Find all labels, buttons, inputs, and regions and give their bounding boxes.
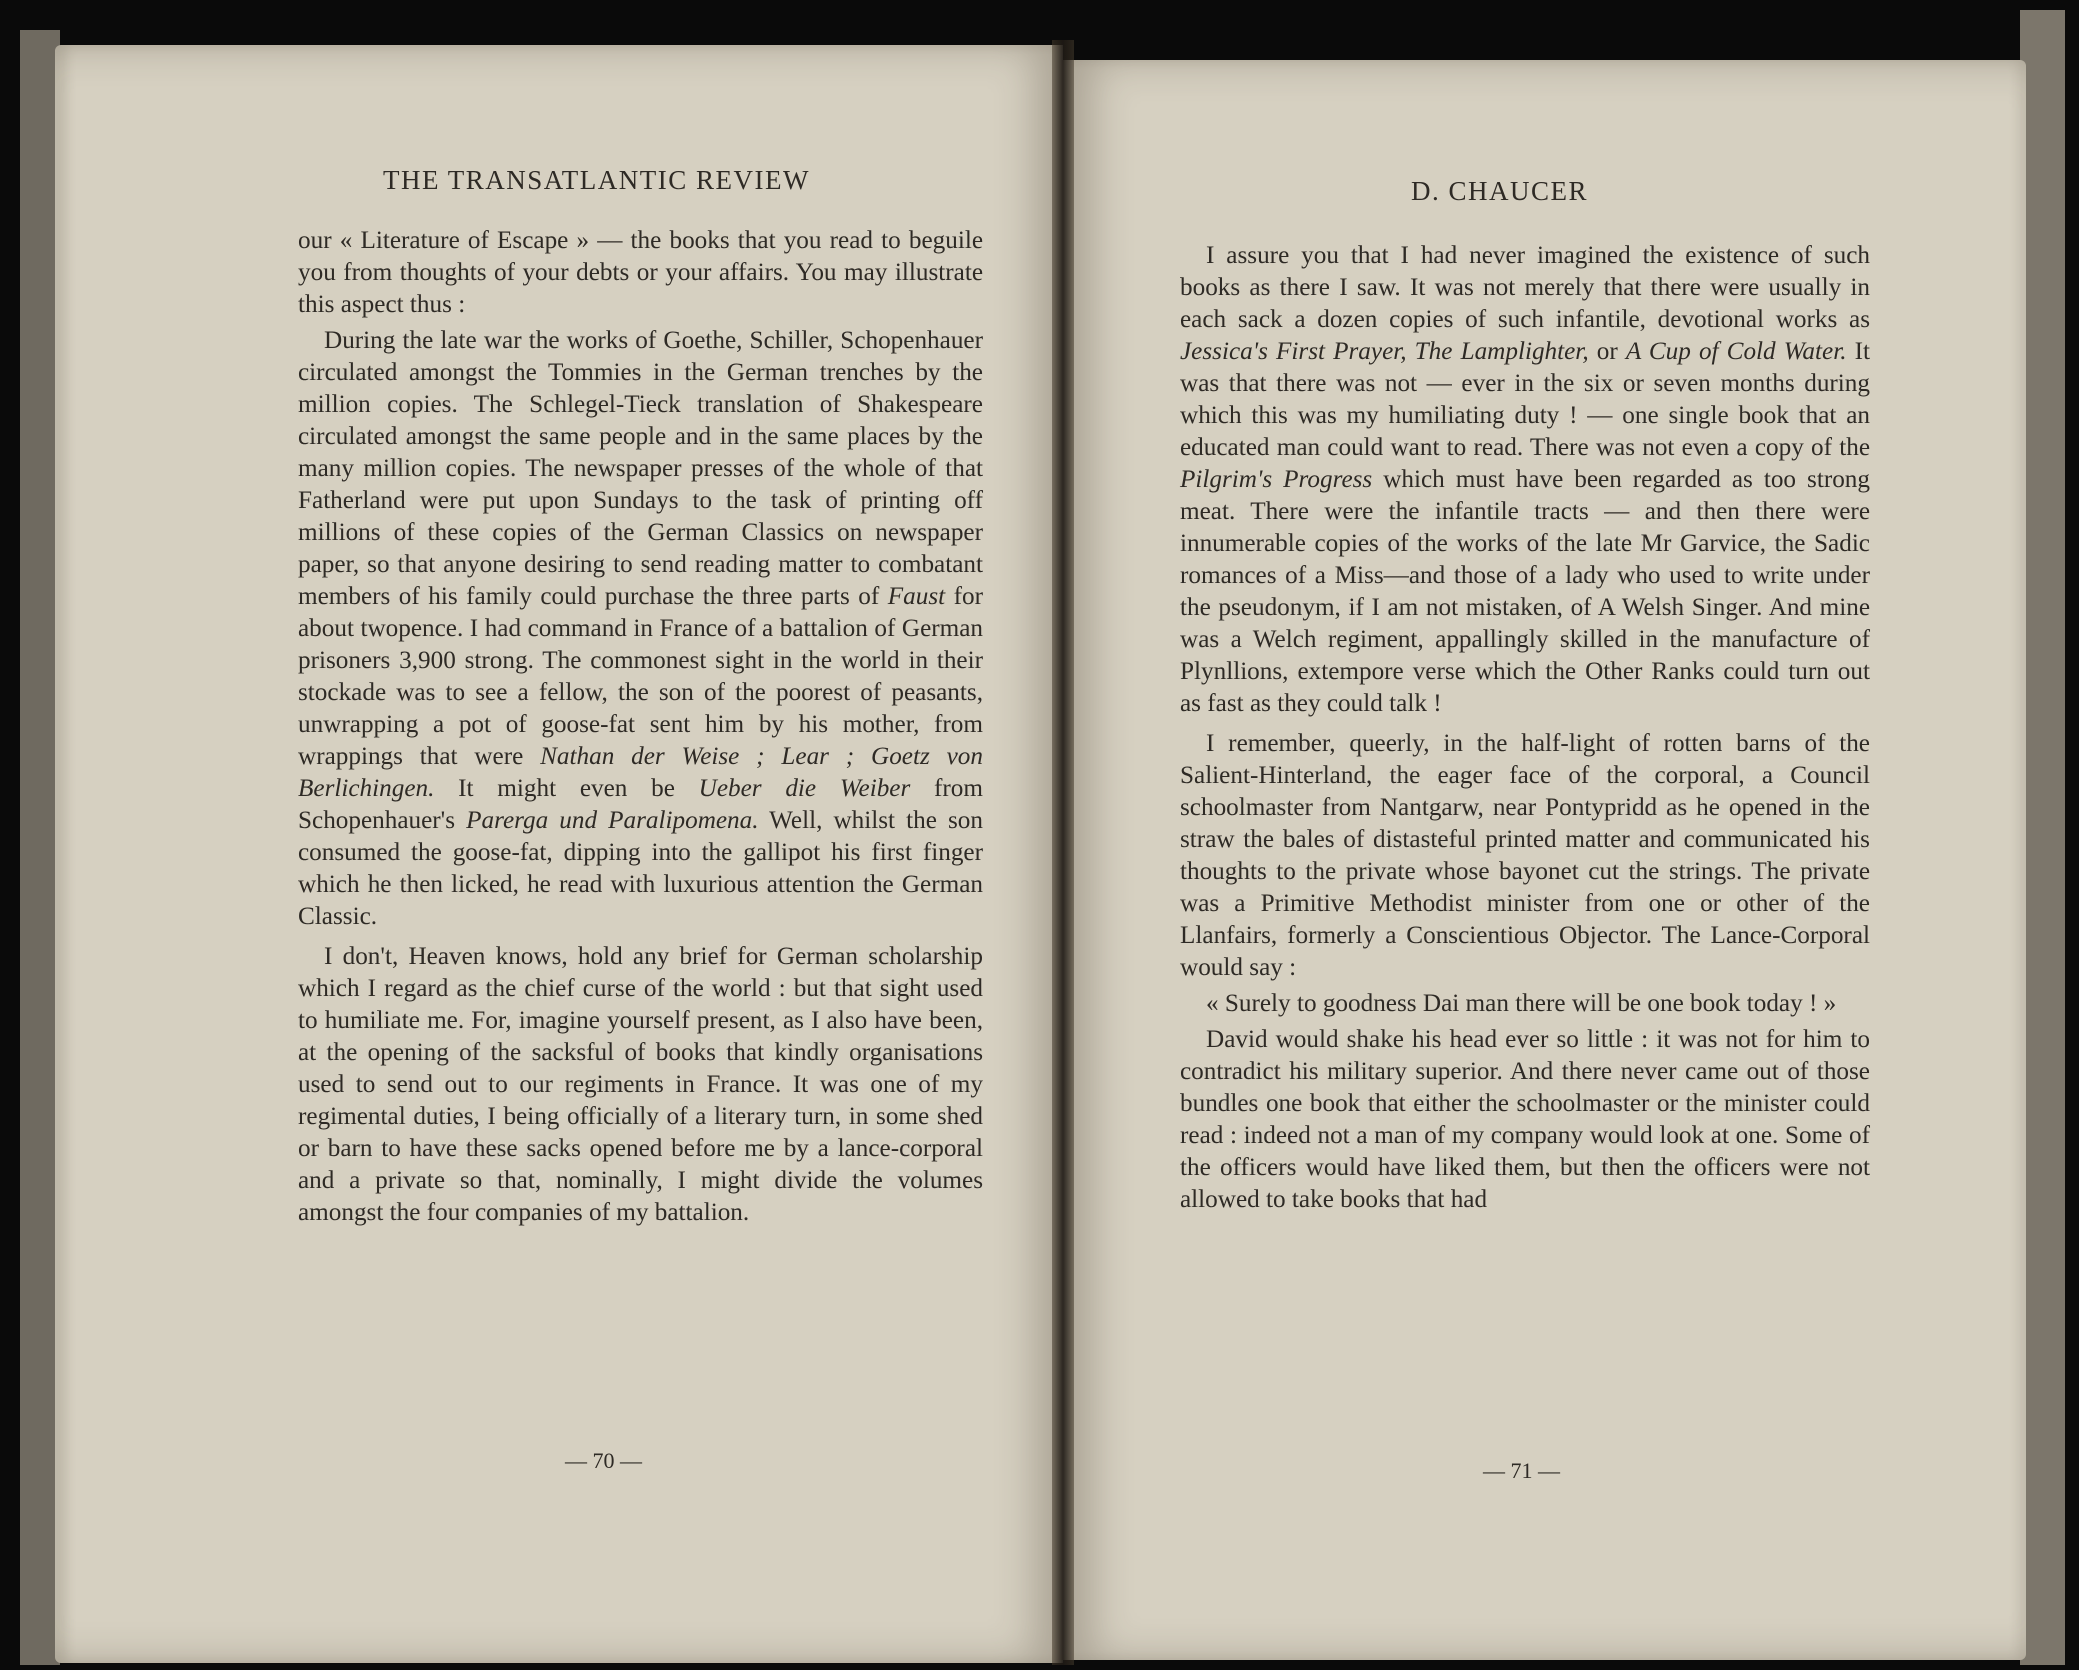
paragraph	[298, 225, 983, 321]
italic-title: Pilgrim's Progress	[1180, 466, 1373, 493]
book-gutter	[1052, 40, 1074, 1665]
running-head: D. CHAUCER	[1411, 176, 1589, 206]
paragraph	[1180, 988, 1870, 1020]
text-run: our « Literature of Escape » — the books that you read to beguile you from thoughts of your debts or your affairs. You may illustrate this aspect thus :	[298, 227, 983, 318]
italic-title: Jessica's First Prayer, The Lamplighter,	[1180, 338, 1589, 365]
page-edges-right	[2020, 10, 2065, 1665]
paragraph	[1180, 1024, 1870, 1216]
paragraph	[298, 325, 983, 933]
body-text	[298, 225, 983, 1233]
body-text	[1180, 240, 1870, 1224]
text-run: or	[1588, 338, 1626, 365]
text-run: David would shake his head ever so little : it was not for him to contradict his military superior. And there never came out of those bundles one book that either the schoolmaster or the minister could read : indeed not a man of my company would look at one. Some of the officers would have liked them, but then the officers were not allowed to take books that had	[1180, 1026, 1870, 1213]
text-run: I assure you that I had never imagined the existence of such books as there I saw. It was not merely that there were usually in each sack a dozen copies of such infantile, devotional works as	[1180, 242, 1870, 333]
page-number: — 71 —	[1483, 1458, 1560, 1483]
text-run: for about twopence. I had command in France of a battalion of German prisoners 3,900 strong. The commonest sight in the world in their stockade was to see a fellow, the son of the poorest of peasants, unwrapping a pot of goose-fat sent him by his mother, from wrappings that were	[298, 583, 984, 770]
text-run: which must have been regarded as too strong meat. There were the infantile tracts — and then there were innumerable copies of the works of the late Mr Garvice, the Sadic romances of a Miss—and those of a lady who used to write under the pseudonym, if I am not mistaken, of A Welsh Singer. And mine was a Welch regiment, appallingly skilled in the manufacture of Plynllions, extempore verse which the Other Ranks could turn out as fast as they could talk !	[1180, 466, 1870, 717]
paragraph	[1180, 728, 1870, 984]
italic-title: A Cup of Cold Water.	[1625, 338, 1847, 365]
italic-title: Nathan der Weise ; Lear ; Goetz von Berlichingen.	[298, 743, 983, 802]
text-run: During the late war the works of Goethe, Schiller, Schopenhauer circulated amongst the Tommies in the German trenches by the million copies. The Schlegel-Tieck translation of Shakespeare circulated amongst the same people and in the same places by the many million copies. The newspaper presses of the whole of that Fatherland were put upon Sundays to the task of printing off millions of these copies of the German Classics on newspaper paper, so that anyone desiring to send reading matter to combatant members of his family could purchase the three parts of	[298, 327, 983, 610]
text-run: from Schopenhauer's	[298, 775, 983, 834]
paragraph	[298, 941, 983, 1229]
text-run: It might even be	[434, 775, 699, 802]
running-head: THE TRANSATLANTIC REVIEW	[383, 165, 810, 195]
text-run: I don't, Heaven knows, hold any brief for German scholarship which I regard as the chief curse of the world : but that sight used to humiliate me. For, imagine yourself present, as I also have been, at the opening of the sacksful of books that kindly organisations used to send out to our regiments in France. It was one of my regimental duties, I being officially of a literary turn, in some shed or barn to have these sacks opened before me by a lance-corporal and a private so that, nominally, I might divide the volumes amongst the four companies of my battalion.	[298, 943, 983, 1226]
italic-title: Ueber die Weiber	[698, 775, 911, 802]
page-edges-left	[20, 30, 60, 1665]
paragraph	[1180, 240, 1870, 720]
text-run: I remember, queerly, in the half-light of rotten barns of the Salient-Hinterland, the eager face of the corporal, a Council schoolmaster from Nantgarw, near Pontypridd as he opened in the straw the bales of distasteful printed matter and communicated his thoughts to the private whose bayonet cut the strings. The private was a Primitive Methodist minister from one or other of the Llanfairs, formerly a Conscientious Objector. The Lance-Corporal would say :	[1180, 730, 1870, 981]
right-page	[1063, 60, 2026, 1660]
italic-title: Parerga und Paralipomena.	[466, 807, 759, 834]
italic-title: Faust	[887, 583, 946, 610]
left-page	[55, 45, 1063, 1663]
page-number: — 70 —	[565, 1448, 642, 1473]
text-run: It was that there was not — ever in the six or seven months during which this was my humiliating duty ! — one single book that an educated man could want to read. There was not even a copy of the	[1180, 338, 1870, 461]
text-run: Well, whilst the son consumed the goose-fat, dipping into the gallipot his first finger which he then licked, he read with luxurious attention the German Classic.	[298, 807, 983, 930]
text-run: « Surely to goodness Dai man there will be one book today ! »	[1206, 990, 1837, 1017]
